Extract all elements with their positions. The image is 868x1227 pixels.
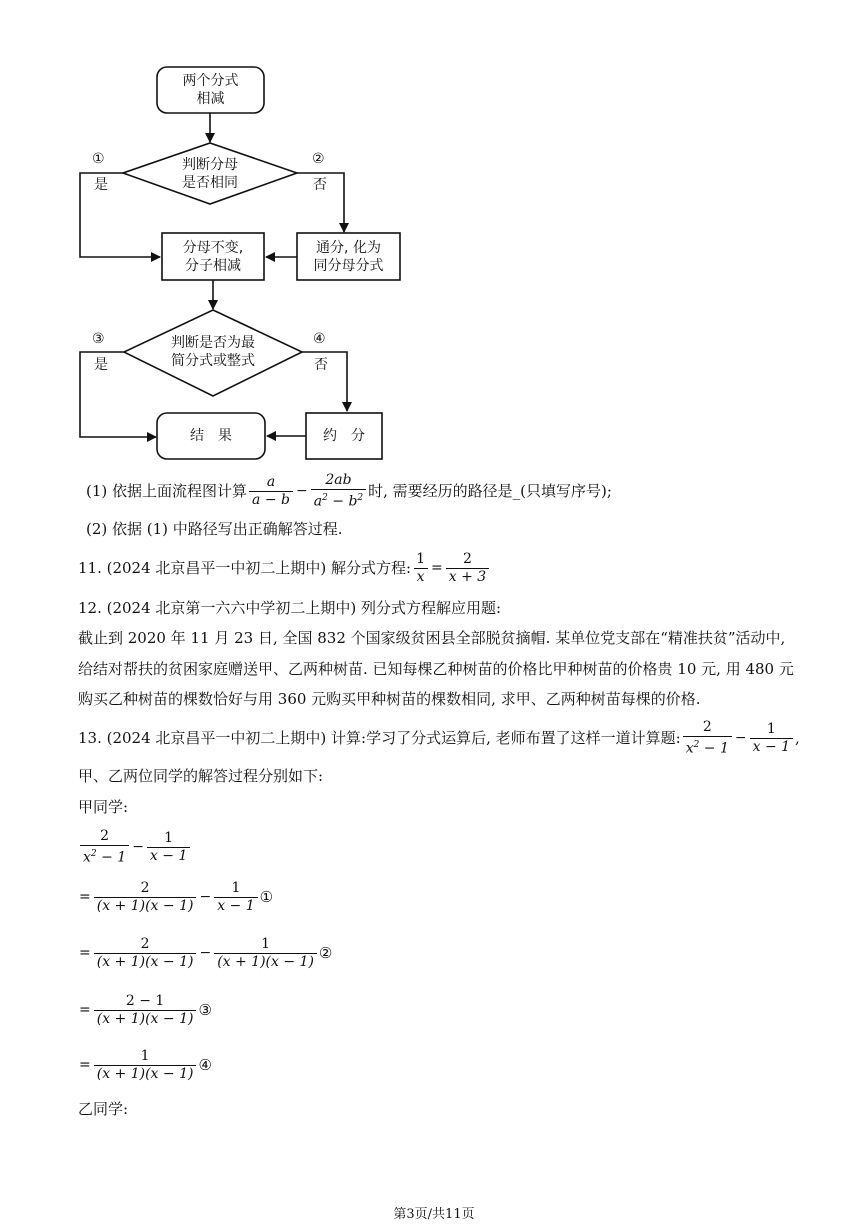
fraction-2-over-x2-minus-1: $\frac{2}{x^2 - 1}$ <box>683 719 732 758</box>
q12-line1: 截止到 2020 年 11 月 23 日, 全国 832 个国家级贫困县全部脱贫摘帽. 某单位党支部在“精准扶贫”活动中, <box>78 629 786 647</box>
step-mark-4: ④ <box>198 1056 212 1074</box>
q10-part1: (1) 依据上面流程图计算 $\frac{a}{a - b}$ − $\frac{2ab}{a^2 - b^2}$ 时, 需要经历的路径是_(只填写序号); <box>86 471 612 510</box>
q13-intro: 甲、乙两位同学的解答过程分别如下: <box>78 767 324 785</box>
same-denom-text: 分母不变, 分子相减 <box>182 240 244 274</box>
q13-title-line: 13. (2024 北京昌平一中初二上期中) 计算:学习了分式运算后, 老师布置了这样一道计算题: $\frac{2}{x^2 - 1}$ − $\frac{1}{x - 1}$ , <box>78 718 800 757</box>
branch2-num: ② <box>312 151 325 167</box>
step-mark-3: ③ <box>198 1001 212 1019</box>
work-line-0: $\frac{2}{x^2 - 1}$ − $\frac{1}{x - 1}$ <box>78 827 192 867</box>
work-line-2: = $\frac{2}{(x + 1)(x - 1)}$ − $\frac{1}{(x + 1)(x - 1)}$ ② <box>79 935 333 970</box>
q12-line2: 给结对帮扶的贫困家庭赠送甲、乙两种树苗. 已知每棵乙种树苗的价格比甲种树苗的价格贵 10 元, 用 480 元 <box>78 660 794 678</box>
q10-part1-prefix: (1) 依据上面流程图计算 <box>86 482 248 500</box>
flowchart <box>0 0 868 470</box>
reduce-text: 约 分 <box>323 428 365 444</box>
q10-part2: (2) 依据 (1) 中路径写出正确解答过程. <box>86 520 343 538</box>
step-mark-2: ② <box>318 944 333 962</box>
q12-line3: 购买乙种树苗的棵数恰好与用 360 元购买甲种树苗的棵数相同, 求甲、乙两种树苗每棵的价格. <box>78 690 701 708</box>
q11-text: 11. (2024 北京昌平一中初二上期中) 解分式方程: <box>78 559 412 577</box>
fraction-a-over-a-minus-b: $\frac{a}{a - b}$ <box>249 474 293 509</box>
branch2-label: 否 <box>313 177 327 193</box>
branch1-label: 是 <box>94 177 108 193</box>
branch3-num: ③ <box>92 331 105 347</box>
fraction-2-over-x-plus-3: $\frac{2}{x + 3}$ <box>446 551 489 586</box>
branch1-num: ① <box>92 151 105 167</box>
q10-part1-suffix: 时, 需要经历的路径是_(只填写序号); <box>368 482 612 500</box>
fraction-2ab-over-a2-minus-b2: $\frac{2ab}{a^2 - b^2}$ <box>311 472 366 511</box>
q11: 11. (2024 北京昌平一中初二上期中) 解分式方程: $\frac{1}{x}$ = $\frac{2}{x + 3}$ <box>78 550 491 586</box>
branch3-label: 是 <box>94 357 108 373</box>
branch4-num: ④ <box>313 331 326 347</box>
decision1-text: 判断分母 是否相同 <box>182 157 238 191</box>
result-text: 结 果 <box>190 428 232 444</box>
common-denom-text: 通分, 化为 同分母分式 <box>313 240 384 274</box>
fraction-1-over-x-minus-1: $\frac{1}{x - 1}$ <box>750 721 793 756</box>
branch4-label: 否 <box>314 357 328 373</box>
page-footer: 第3页/共11页 <box>393 1207 475 1222</box>
q13-title: 13. (2024 北京昌平一中初二上期中) 计算:学习了分式运算后, 老师布置了这样一道计算题: <box>78 729 681 747</box>
student1-label: 甲同学: <box>78 798 129 816</box>
work-line-3: = $\frac{2 - 1}{(x + 1)(x - 1)}$ ③ <box>79 992 212 1027</box>
fraction-1-over-x: $\frac{1}{x}$ <box>413 551 428 586</box>
work-line-4: = $\frac{1}{(x + 1)(x - 1)}$ ④ <box>79 1047 212 1082</box>
step-mark-1: ① <box>259 888 274 906</box>
q12-title: 12. (2024 北京第一六六中学初二上期中) 列分式方程解应用题: <box>78 599 502 617</box>
work-line-1: = $\frac{2}{(x + 1)(x - 1)}$ − $\frac{1}{x - 1}$ ① <box>79 879 274 914</box>
decision2-text: 判断是否为最 简分式或整式 <box>171 335 255 369</box>
student2-label: 乙同学: <box>78 1100 129 1118</box>
start-text: 两个分式 相减 <box>182 73 239 107</box>
